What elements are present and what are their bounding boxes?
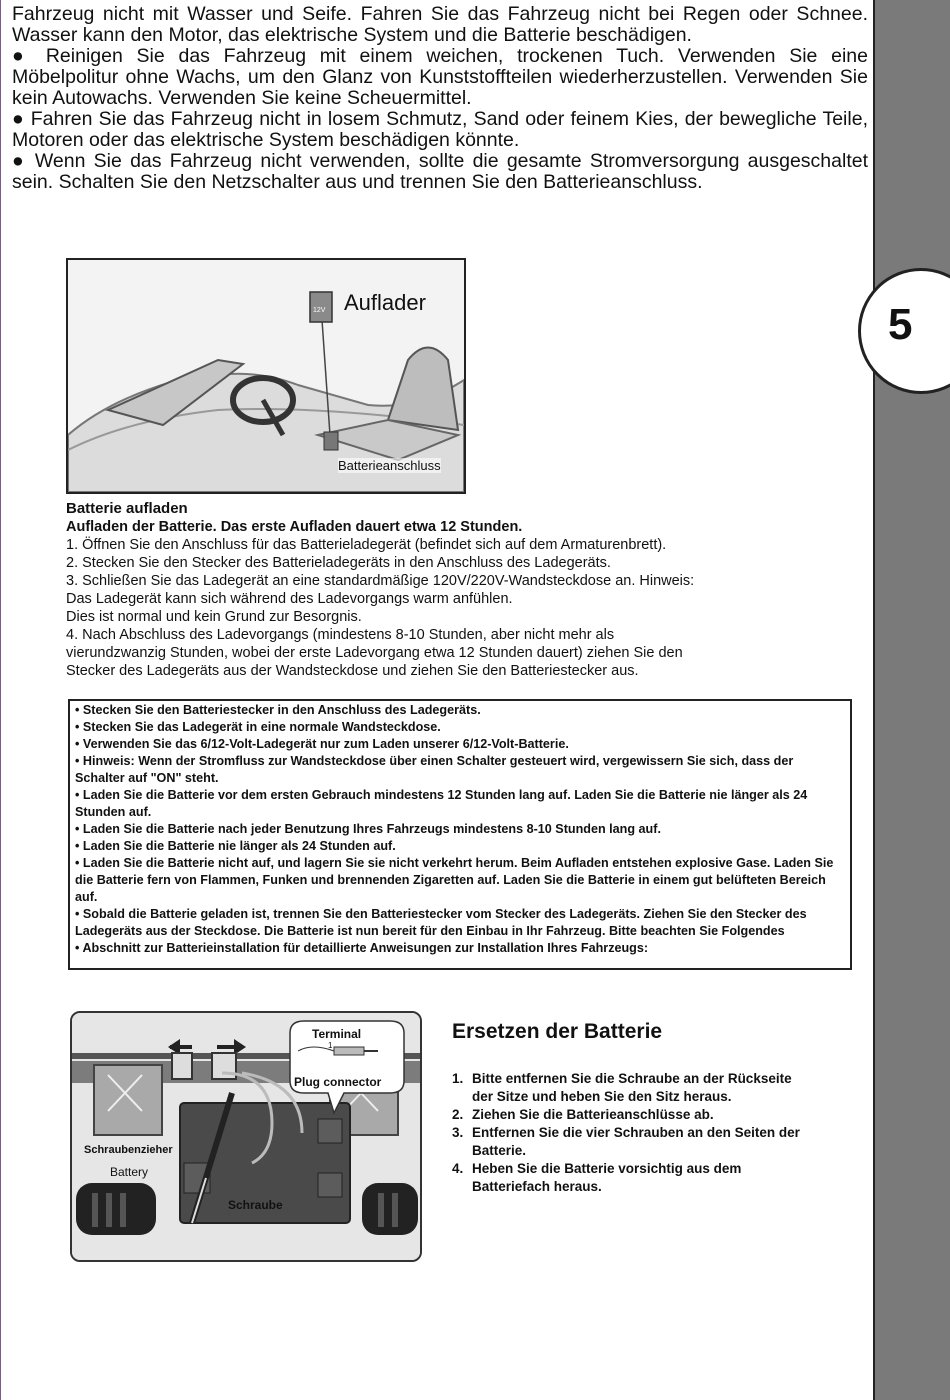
replace-heading: Ersetzen der Batterie xyxy=(452,1020,663,1043)
intro-text xyxy=(12,4,868,193)
charging-steps xyxy=(66,536,826,680)
intro-paragraph: ● Reinigen Sie das Fahrzeug mit einem weichen, trockenen Tuch. Verwenden Sie eine Möbelpolitur ohne Wachs, um den Glanz von Kunststoffteilen wiederherzustellen. Verwenden Sie kein Autowachs. Verwenden Sie keine Scheuermittel. xyxy=(12,45,868,109)
step-number: 2. xyxy=(452,1107,464,1122)
intro-paragraph: ● Fahren Sie das Fahrzeug nicht in losem Schmutz, Sand oder feinem Kies, der bewegliche Teile, Motoren oder das elektrische System beschädigen könnte. xyxy=(12,108,868,151)
terminal-label: Terminal xyxy=(312,1027,362,1041)
side-tab-bar xyxy=(873,0,950,1400)
charger-badge: 12V xyxy=(313,307,326,314)
screwdriver-label: Schraubenzieher xyxy=(84,1144,173,1156)
intro-paragraph: Fahrzeug nicht mit Wasser und Seife. Fahren Sie das Fahrzeug nicht bei Regen oder Schnee. Wasser kann den Motor, das elektrische System und die Batterie beschädigen. xyxy=(12,3,868,46)
charger-illustration xyxy=(66,258,466,494)
charging-heading: Batterie aufladen xyxy=(66,500,188,517)
replace-step xyxy=(452,1160,812,1196)
note-item: • Laden Sie die Batterie nach jeder Benutzung Ihres Fahrzeugs mindestens 8-10 Stunden lang auf. xyxy=(75,822,661,836)
step-text: Entfernen Sie die vier Schrauben an den Seiten der Batterie. xyxy=(472,1125,800,1158)
note-item: • Laden Sie die Batterie nie länger als 24 Stunden auf. xyxy=(75,839,396,853)
note-item: • Laden Sie die Batterie vor dem ersten Gebrauch mindestens 12 Stunden lang auf. Laden Sie die Batterie nie länger als 24 Stunden auf. xyxy=(75,788,808,819)
plug-connector-label: Plug connector xyxy=(294,1075,382,1089)
page-number: 5 xyxy=(888,300,913,349)
battery-port-label: Batterieanschluss xyxy=(338,458,441,473)
replace-step xyxy=(452,1124,812,1160)
charging-line: 2. Stecken Sie den Stecker des Batterieladegeräts in den Anschluss des Ladegeräts. xyxy=(66,555,611,571)
replace-step xyxy=(452,1106,812,1124)
step-number: 3. xyxy=(452,1125,464,1140)
charging-line: 3. Schließen Sie das Ladegerät an eine standardmäßige 120V/220V-Wandsteckdose an. Hinweis: xyxy=(66,573,695,589)
step-text: Heben Sie die Batterie vorsichtig aus dem Batteriefach heraus. xyxy=(472,1161,742,1194)
note-item: • Abschnitt zur Batterieinstallation für detaillierte Anweisungen zur Installation Ihres Fahrzeugs: xyxy=(75,941,649,955)
replace-steps xyxy=(452,1070,812,1196)
step-text: Bitte entfernen Sie die Schraube an der Rückseite der Sitze und heben Sie den Sitz heraus. xyxy=(472,1071,792,1104)
terminal-number: 1 xyxy=(328,1041,333,1050)
charging-line: 4. Nach Abschluss des Ladevorgangs (mindestens 8-10 Stunden, aber nicht mehr als xyxy=(66,627,615,643)
note-item: • Sobald die Batterie geladen ist, trennen Sie den Batteriestecker vom Stecker des Ladegeräts. Ziehen Sie den Stecker des Ladegeräts aus der Steckdose. Die Batterie ist nun bereit für den Einbau in Ihr Fahrzeug. Bitte beachten Sie Folgendes xyxy=(75,907,807,938)
replace-step xyxy=(452,1070,812,1106)
note-item: • Hinweis: Wenn der Stromfluss zur Wandsteckdose über einen Schalter gesteuert wird, vergewissern Sie sich, dass der Schalter auf "ON" steht. xyxy=(75,754,794,785)
note-item: • Laden Sie die Batterie nicht auf, und lagern Sie sie nicht verkehrt herum. Beim Aufladen entstehen explosive Gase. Laden Sie die Batterie fern von Flammen, Funken und brennenden Zigaretten auf. Laden Sie die Batterie in einem gut belüfteten Bereich auf. xyxy=(75,856,834,904)
charger-label: Auflader xyxy=(344,290,426,315)
battery-compartment-drawing xyxy=(72,1013,420,1260)
step-text: Ziehen Sie die Batterieanschlüsse ab. xyxy=(472,1107,714,1122)
battery-replacement-illustration xyxy=(70,1011,422,1262)
charging-line: Dies ist normal und kein Grund zur Besorgnis. xyxy=(66,609,362,625)
screw-label: Schraube xyxy=(228,1198,283,1212)
step-number: 1. xyxy=(452,1071,464,1086)
charging-section xyxy=(66,500,826,680)
note-item: • Stecken Sie den Batteriestecker in den Anschluss des Ladegeräts. xyxy=(75,703,481,717)
charging-line: vierundzwanzig Stunden, wobei der erste Ladevorgang etwa 12 Stunden dauert) ziehen Sie den xyxy=(66,645,683,661)
charging-line: Das Ladegerät kann sich während des Ladevorgangs warm anfühlen. xyxy=(66,591,513,607)
replace-battery-section xyxy=(452,1020,812,1196)
charging-subheading: Aufladen der Batterie. Das erste Aufladen dauert etwa 12 Stunden. xyxy=(66,519,523,535)
battery-label: Battery xyxy=(110,1165,149,1179)
charging-notes-box xyxy=(68,699,852,970)
intro-paragraph: ● Wenn Sie das Fahrzeug nicht verwenden, sollte die gesamte Stromversorgung ausgeschaltet sein. Schalten Sie den Netzschalter aus und trennen Sie den Batterieanschluss. xyxy=(12,150,868,193)
step-number: 4. xyxy=(452,1161,464,1176)
charging-line: Stecker des Ladegeräts aus der Wandsteckdose und ziehen Sie den Batteriestecker aus. xyxy=(66,663,639,679)
note-item: • Stecken Sie das Ladegerät in eine normale Wandsteckdose. xyxy=(75,720,441,734)
note-item: • Verwenden Sie das 6/12-Volt-Ladegerät nur zum Laden unserer 6/12-Volt-Batterie. xyxy=(75,737,569,751)
charging-line: 1. Öffnen Sie den Anschluss für das Batterieladegerät (befindet sich auf dem Armaturenbrett). xyxy=(66,537,667,553)
